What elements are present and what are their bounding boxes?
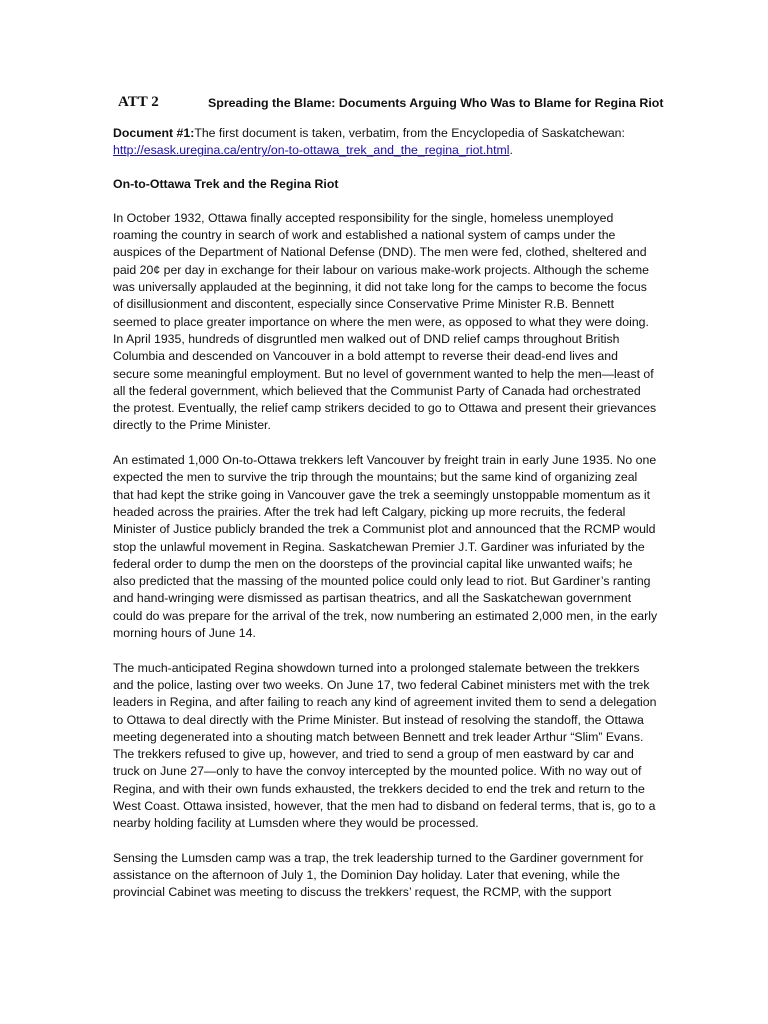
- paragraph-1: In October 1932, Ottawa finally accepted responsibility for the single, homeless unemployed roaming the country in search of work and established a national system of camps under the auspices of the Department of National Defense (DND). The men were fed, clothed, sheltered and paid 20¢ per day in exchange for their labour on various make-work projects. Although the scheme was universally applauded at the beginning, it did not take long for the camps to become the focus of disillusionment and discontent, especially since Conservative Prime Minister R.B. Bennett seemed to place greater importance on where the men were, as opposed to what they were doing. In April 1935, hundreds of disgruntled men walked out of DND relief camps throughout British Columbia and descended on Vancouver in a bold attempt to reverse their dead-end lives and secure some meaningful employment. But no level of government wanted to help the men—least of all the federal government, which believed that the Communist Party of Canada had orchestrated the protest. Eventually, the relief camp strikers decided to go to Ottawa and present their grievances directly to the Prime Minister.: [113, 210, 657, 433]
- paragraph-3: The much-anticipated Regina showdown turned into a prolonged stalemate between the trekkers and the police, lasting over two weeks. On June 17, two federal Cabinet ministers met with the trek leaders in Regina, and after failing to reach any kind of agreement invited them to send a delegation to Ottawa to deal directly with the Prime Minister. But instead of resolving the standoff, the Ottawa meeting degenerated into a shouting match between Bennett and trek leader Arthur “Slim” Evans. The trekkers refused to give up, however, and tried to send a group of men eastward by car and truck on June 27—only to have the convoy intercepted by the mounted police. With no way out of Regina, and with their own funds exhausted, the trekkers decided to end the trek and return to the West Coast. Ottawa insisted, however, that the men had to disband on federal terms, that is, go to a nearby holding facility at Lumsden where they would be processed.: [113, 660, 657, 831]
- paragraph-4: Sensing the Lumsden camp was a trap, the trek leadership turned to the Gardiner government for assistance on the afternoon of July 1, the Dominion Day holiday. Later that evening, while the provincial Cabinet was meeting to discuss the trekkers’ request, the RCMP, with the support: [113, 850, 644, 900]
- document-header: [118, 94, 678, 114]
- source-trailing: .: [509, 143, 513, 158]
- document-title: Spreading the Blame: Documents Arguing Who Was to Blame for Regina Riot: [208, 96, 664, 110]
- document-body: [113, 125, 658, 919]
- source-link[interactable]: http://esask.uregina.ca/entry/on-to-ottawa_trek_and_the_regina_riot.html: [113, 143, 510, 158]
- source-text: The first document is taken, verbatim, from the Encyclopedia of Saskatchewan:: [194, 126, 625, 140]
- attachment-label: ATT 2: [118, 94, 159, 110]
- source-citation: [113, 125, 658, 160]
- paragraph-2: An estimated 1,000 On-to-Ottawa trekkers left Vancouver by freight train in early June 1935. No one expected the men to survive the trip through the mountains; but the same kind of organizing zeal that had kept the strike going in Vancouver gave the trek a seemingly unstoppable momentum as it headed across the prairies. After the trek had left Calgary, picking up more recruits, the federal Minister of Justice publicly branded the trek a Communist plot and announced that the RCMP would stop the unlawful movement in Regina. Saskatchewan Premier J.T. Gardiner was infuriated by the federal order to dump the men on the doorsteps of the provincial capital like unwanted waifs; he also predicted that the massing of the mounted police could only lead to riot. But Gardiner’s ranting and hand-wringing were dismissed as partisan theatrics, and all the Saskatchewan government could do was prepare for the arrival of the trek, now numbering an estimated 2,000 men, in the early morning hours of June 14.: [113, 453, 658, 641]
- section-heading: On-to-Ottawa Trek and the Regina Riot: [113, 176, 339, 191]
- source-label: Document #1:: [113, 126, 195, 140]
